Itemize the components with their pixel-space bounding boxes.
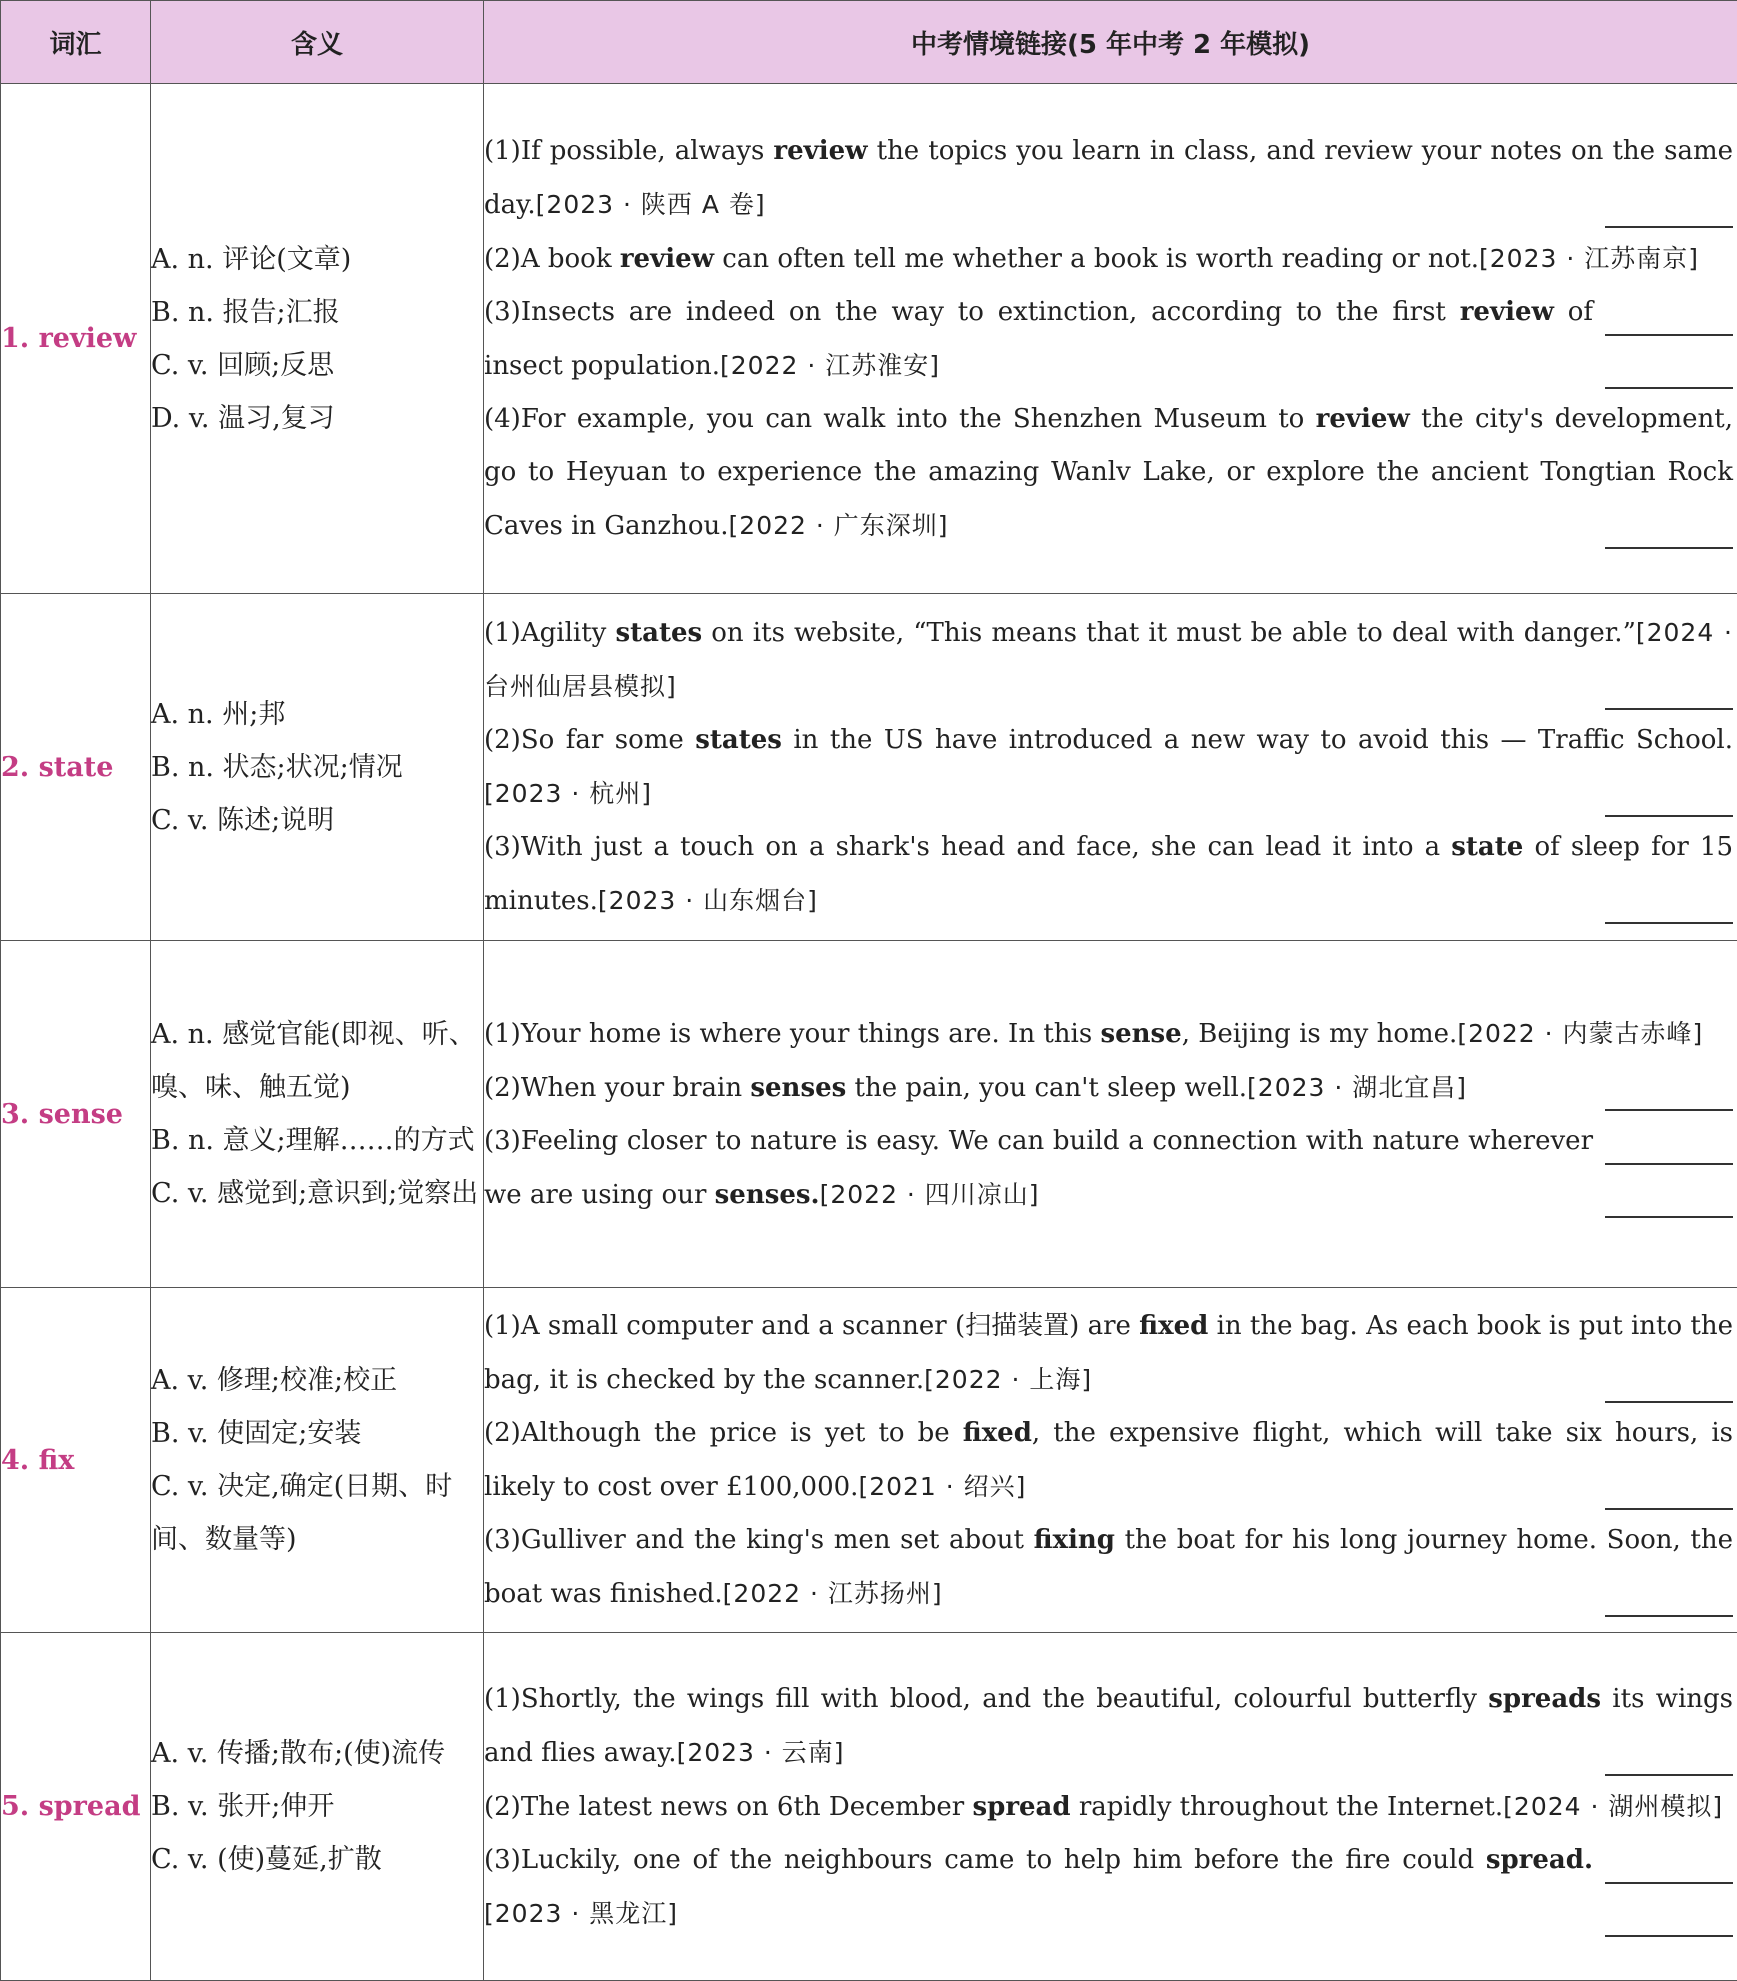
source-citation: [2022 · 江苏淮安] bbox=[720, 350, 940, 380]
keyword: spread. bbox=[1485, 1844, 1593, 1875]
answer-blank[interactable] bbox=[1605, 922, 1733, 924]
meaning-cell bbox=[151, 941, 484, 1288]
sentence-text: (1)Shortly, the wings fill with blood, and the beautiful, colourful butterfly bbox=[484, 1683, 1489, 1714]
example-sentence bbox=[484, 1007, 1737, 1061]
meaning-item: A. n. 评论(文章) bbox=[151, 243, 352, 275]
source-citation: [2024 · 湖州模拟] bbox=[1503, 1791, 1724, 1821]
keyword: review bbox=[619, 243, 714, 274]
meaning-item: A. n. 州;邦 bbox=[151, 698, 286, 730]
header-row bbox=[1, 1, 1737, 84]
example-sentence bbox=[484, 1673, 1737, 1780]
sentence-text: (2)Although the price is yet to be bbox=[484, 1417, 963, 1448]
answer-blank[interactable] bbox=[1605, 1935, 1733, 1937]
source-citation: [2023 · 湖北宜昌] bbox=[1247, 1072, 1468, 1102]
answer-blank[interactable] bbox=[1605, 1216, 1733, 1218]
source-citation: [2022 · 广东深圳] bbox=[728, 510, 949, 540]
sentence-text: (2)A book bbox=[484, 243, 620, 274]
sentence-text: (3)Feeling closer to nature is easy. We can build a connection with nature wherever we are using our bbox=[484, 1125, 1593, 1210]
meaning-cell bbox=[151, 1633, 484, 1981]
header-word: 词汇 bbox=[1, 1, 151, 84]
source-citation: [2021 · 绍兴] bbox=[858, 1471, 1027, 1501]
meaning-item: A. n. 感觉官能(即视、听、嗅、味、触五觉) bbox=[151, 1019, 476, 1103]
sentence-text: (2)When your brain bbox=[484, 1072, 751, 1103]
meaning-item: A. v. 修理;校准;校正 bbox=[151, 1365, 398, 1396]
source-citation: [2022 · 四川凉山] bbox=[819, 1179, 1040, 1209]
table-row bbox=[1, 1288, 1737, 1633]
sentence-text: in the US have introduced a new way to avoid this — Traffic School. bbox=[781, 725, 1733, 755]
keyword: sense bbox=[1100, 1018, 1182, 1049]
meaning-item: D. v. 温习,复习 bbox=[151, 402, 335, 434]
meaning-item: C. v. 决定,确定(日期、时间、数量等) bbox=[151, 1471, 453, 1555]
keyword: review bbox=[773, 135, 868, 166]
example-sentence bbox=[484, 125, 1737, 232]
sentence-text: of sleep for 15 minutes. bbox=[484, 832, 1733, 916]
keyword: spread bbox=[972, 1791, 1071, 1822]
sentence-text: the pain, you can't sleep well. bbox=[846, 1072, 1248, 1103]
example-sentence bbox=[484, 1300, 1737, 1407]
source-citation: [2023 · 云南] bbox=[676, 1737, 845, 1767]
sentence-text: (3)Luckily, one of the neighbours came to help him before the fire could bbox=[484, 1844, 1486, 1875]
meaning-item: B. n. 意义;理解……的方式 bbox=[151, 1125, 475, 1156]
keyword: fixing bbox=[1033, 1524, 1115, 1555]
meaning-item: C. v. 感觉到;意识到;觉察出 bbox=[151, 1178, 479, 1209]
answer-blank[interactable] bbox=[1605, 1774, 1733, 1776]
examples-cell bbox=[484, 84, 1737, 594]
vocab-word: 3. sense bbox=[1, 941, 151, 1288]
sentence-text: in the bag. As each book is put into the bag, it is checked by the scanner. bbox=[484, 1310, 1733, 1395]
keyword: state bbox=[1451, 832, 1524, 862]
example-sentence bbox=[484, 1115, 1737, 1222]
sentence-text: rapidly throughout the Internet. bbox=[1070, 1791, 1504, 1822]
source-citation: [2023 · 黑龙江] bbox=[484, 1898, 678, 1928]
example-sentence bbox=[484, 1780, 1737, 1834]
sentence-text: of insect population. bbox=[484, 296, 1593, 381]
vocab-word: 2. state bbox=[1, 594, 151, 941]
example-sentence bbox=[484, 606, 1737, 714]
example-sentence bbox=[484, 1407, 1737, 1514]
meaning-item: C. v. 陈述;说明 bbox=[151, 804, 335, 836]
vocab-word: 5. spread bbox=[1, 1633, 151, 1981]
meaning-item: B. n. 状态;状况;情况 bbox=[151, 751, 403, 783]
meaning-item: B. v. 张开;伸开 bbox=[151, 1791, 335, 1822]
keyword: fixed bbox=[1139, 1310, 1209, 1341]
sentence-text: the topics you learn in class, and review your notes on the same day. bbox=[484, 135, 1733, 220]
sentence-text: (1)Your home is where your things are. In this bbox=[484, 1018, 1101, 1049]
table-row bbox=[1, 1633, 1737, 1981]
example-sentence bbox=[484, 714, 1737, 821]
meaning-item: A. v. 传播;散布;(使)流传 bbox=[151, 1738, 446, 1769]
sentence-text: the city's development, go to Heyuan to experience the amazing Wanlv Lake, or explore the ancient Tongtian Rock Caves in Ganzhou. bbox=[484, 403, 1733, 541]
sentence-text: (1)Agility bbox=[484, 618, 616, 648]
example-sentence bbox=[484, 1514, 1737, 1621]
vocab-word: 4. fix bbox=[1, 1288, 151, 1633]
source-citation: [2023 · 杭州] bbox=[484, 779, 652, 808]
examples-cell bbox=[484, 1633, 1737, 1981]
source-citation: [2022 · 内蒙古赤峰] bbox=[1457, 1018, 1704, 1048]
meaning-cell bbox=[151, 1288, 484, 1633]
source-citation: [2022 · 上海] bbox=[924, 1364, 1093, 1394]
meaning-item: C. v. (使)蔓延,扩散 bbox=[151, 1844, 382, 1875]
sentence-text: (1)A small computer and a scanner (扫描装置) are bbox=[484, 1310, 1140, 1341]
meaning-item: C. v. 回顾;反思 bbox=[151, 349, 335, 381]
example-sentence bbox=[484, 821, 1737, 928]
source-citation: [2022 · 江苏扬州] bbox=[722, 1578, 943, 1608]
sentence-text: (1)If possible, always bbox=[484, 135, 774, 166]
answer-blank[interactable] bbox=[1605, 226, 1733, 228]
example-sentence bbox=[484, 232, 1737, 286]
keyword: senses. bbox=[714, 1179, 820, 1210]
answer-blank[interactable] bbox=[1605, 815, 1733, 817]
keyword: states bbox=[615, 618, 703, 648]
keyword: states bbox=[695, 725, 782, 755]
meaning-cell bbox=[151, 84, 484, 594]
keyword: fixed bbox=[962, 1417, 1032, 1448]
meaning-item: B. n. 报告;汇报 bbox=[151, 296, 340, 328]
keyword: senses bbox=[750, 1072, 847, 1103]
sentence-text: (3)Gulliver and the king's men set about bbox=[484, 1524, 1034, 1555]
header-meaning: 含义 bbox=[151, 1, 484, 84]
table-row bbox=[1, 941, 1737, 1288]
table-row bbox=[1, 594, 1737, 941]
sentence-text: (4)For example, you can walk into the Shenzhen Museum to bbox=[484, 403, 1316, 434]
source-citation: [2024 · 台州仙居县模拟] bbox=[484, 618, 1733, 701]
sentence-text: (3)With just a touch on a shark's head and face, she can lead it into a bbox=[484, 832, 1452, 862]
source-citation: [2023 · 江苏南京] bbox=[1479, 243, 1699, 273]
example-sentence bbox=[484, 1061, 1737, 1115]
keyword: review bbox=[1459, 296, 1554, 327]
example-sentence bbox=[484, 393, 1737, 553]
sentence-text: (3)Insects are indeed on the way to extinction, according to the first bbox=[484, 296, 1460, 327]
sentence-text: can often tell me whether a book is worth reading or not. bbox=[714, 243, 1479, 274]
answer-blank[interactable] bbox=[1605, 1615, 1733, 1617]
examples-cell bbox=[484, 594, 1737, 941]
header-context: 中考情境链接(5 年中考 2 年模拟) bbox=[484, 1, 1737, 84]
sentence-text: the boat for his long journey home. Soon, the boat was finished. bbox=[484, 1524, 1733, 1609]
source-citation: [2023 · 山东烟台] bbox=[597, 886, 818, 915]
answer-blank[interactable] bbox=[1605, 708, 1733, 710]
example-sentence bbox=[484, 1834, 1737, 1941]
sentence-text: (2)So far some bbox=[484, 725, 696, 755]
vocab-word: 1. review bbox=[1, 84, 151, 594]
example-sentence bbox=[484, 286, 1737, 393]
keyword: spreads bbox=[1488, 1683, 1602, 1714]
sentence-text: , the expensive flight, which will take six hours, is likely to cost over £100,000. bbox=[484, 1417, 1733, 1502]
table-row bbox=[1, 84, 1737, 594]
examples-cell bbox=[484, 1288, 1737, 1633]
answer-blank[interactable] bbox=[1605, 1401, 1733, 1403]
meaning-item: B. v. 使固定;安装 bbox=[151, 1418, 362, 1449]
source-citation: [2023 · 陕西 A 卷] bbox=[535, 189, 766, 219]
sentence-text: (2)The latest news on 6th December bbox=[484, 1791, 973, 1822]
answer-blank[interactable] bbox=[1605, 1508, 1733, 1510]
answer-blank[interactable] bbox=[1605, 547, 1733, 549]
answer-blank[interactable] bbox=[1605, 387, 1733, 389]
sentence-text: , Beijing is my home. bbox=[1181, 1018, 1458, 1049]
sentence-text: its wings and flies away. bbox=[484, 1683, 1733, 1768]
meaning-cell bbox=[151, 594, 484, 941]
examples-cell bbox=[484, 941, 1737, 1288]
keyword: review bbox=[1315, 403, 1410, 434]
sentence-text: on its website, “This means that it must be able to deal with danger.” bbox=[702, 618, 1636, 648]
